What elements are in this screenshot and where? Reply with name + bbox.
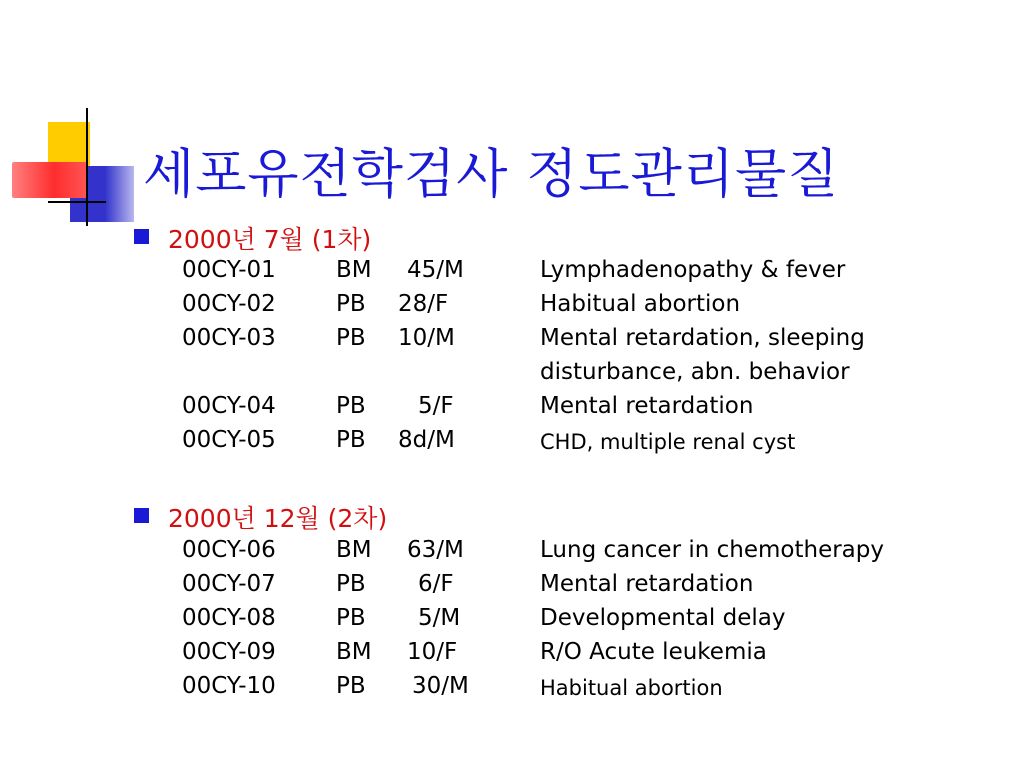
specimen-type: BM — [336, 639, 372, 665]
sample-id: 00CY-10 — [182, 673, 276, 699]
age-sex: 10/M — [398, 325, 455, 351]
diagnosis: Habitual abortion — [540, 676, 723, 700]
sample-id: 00CY-08 — [182, 605, 276, 631]
age-sex: 6/F — [418, 571, 454, 597]
age-sex: 10/F — [407, 639, 458, 665]
decor-vertical-line — [86, 108, 88, 226]
age-sex: 5/F — [418, 393, 454, 419]
specimen-type: PB — [336, 673, 366, 699]
specimen-type: PB — [336, 393, 366, 419]
sample-id: 00CY-05 — [182, 427, 276, 453]
diagnosis: R/O Acute leukemia — [540, 639, 767, 665]
sample-id: 00CY-07 — [182, 571, 276, 597]
section-heading-1: 2000년 7월 (1차) — [168, 225, 372, 254]
sample-id: 00CY-04 — [182, 393, 276, 419]
age-sex: 30/M — [412, 673, 469, 699]
section-heading-2: 2000년 12월 (2차) — [168, 504, 388, 533]
sample-id: 00CY-06 — [182, 537, 276, 563]
page-title: 세포유전학검사 정도관리물질 — [143, 144, 840, 205]
diagnosis: Mental retardation — [540, 393, 754, 419]
diagnosis: Mental retardation — [540, 571, 754, 597]
sample-id: 00CY-02 — [182, 291, 276, 317]
diagnosis: Lymphadenopathy & fever — [540, 257, 846, 283]
specimen-type: PB — [336, 427, 366, 453]
specimen-type: PB — [336, 571, 366, 597]
specimen-type: BM — [336, 537, 372, 563]
diagnosis: Lung cancer in chemotherapy — [540, 537, 884, 563]
diagnosis: Habitual abortion — [540, 291, 741, 317]
age-sex: 5/M — [418, 605, 461, 631]
sample-id: 00CY-01 — [182, 257, 276, 283]
diagnosis: Mental retardation, sleeping — [540, 325, 865, 351]
sample-id: 00CY-03 — [182, 325, 276, 351]
age-sex: 63/M — [407, 537, 464, 563]
specimen-type: PB — [336, 325, 366, 351]
sample-id: 00CY-09 — [182, 639, 276, 665]
square-bullet-icon — [134, 229, 149, 244]
age-sex: 45/M — [407, 257, 464, 283]
diagnosis: Developmental delay — [540, 605, 786, 631]
decor-red-bar — [12, 162, 88, 198]
age-sex: 8d/M — [398, 427, 455, 453]
specimen-type: PB — [336, 291, 366, 317]
square-bullet-icon — [134, 508, 149, 523]
age-sex: 28/F — [398, 291, 449, 317]
diagnosis: CHD, multiple renal cyst — [540, 430, 796, 454]
specimen-type: BM — [336, 257, 372, 283]
decor-horizontal-line — [48, 201, 106, 203]
diagnosis-continued: disturbance, abn. behavior — [540, 359, 850, 385]
specimen-type: PB — [336, 605, 366, 631]
